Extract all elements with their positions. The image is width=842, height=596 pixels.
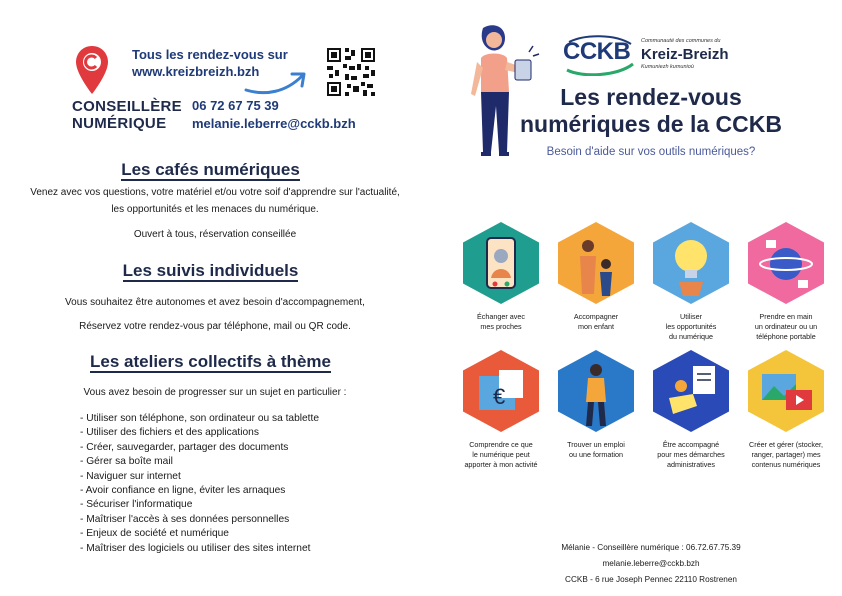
cafes-text: Venez avec vos questions, votre matériel et/ou votre soif d'apprendre sur l'actualité, les opportunités et les menaces du numérique. — [30, 187, 400, 215]
list-item: - Naviguer sur internet — [80, 470, 400, 484]
tile-label: Prendre en main un ordinateur ou un téléphone portable — [754, 312, 818, 341]
arrow-icon — [242, 66, 312, 96]
contact-header — [72, 44, 392, 139]
tile-label: Créer et gérer (stocker, ranger, partager) mes contenus numériques — [749, 440, 823, 469]
media-content-icon — [748, 350, 824, 432]
ateliers-title — [0, 352, 421, 372]
ateliers-intro: Vous avez besoin de progresser sur un sujet en particulier : — [83, 387, 347, 398]
tile-label: Échanger avec mes proches — [477, 312, 525, 331]
list-item: - Utiliser des fichiers et des applications — [80, 426, 400, 440]
title-line: CONSEILLÈRE — [72, 98, 182, 115]
tile-accompagner[interactable] — [550, 222, 642, 332]
title-line: numériques de la CCKB — [520, 111, 782, 137]
website-link[interactable]: www.kreizbreizh.bzh — [132, 64, 260, 79]
phone-number[interactable]: 06 72 67 75 39 — [192, 98, 279, 113]
logo-breton: Kumuniezh kumunioù — [641, 64, 694, 70]
logo-brand: Kreiz-Breizh — [641, 46, 729, 63]
footer-address: CCKB - 6 rue Joseph Pennec 22110 Rostrenen — [565, 575, 737, 584]
cover-title — [501, 84, 801, 138]
euro-puzzle-icon — [463, 350, 539, 432]
footer-line: Mélanie - Conseillère numérique : 06.72.67.75.39 — [561, 543, 741, 552]
cckb-logo — [563, 34, 753, 78]
list-item: - Maîtriser l'accès à ses données personnelles — [80, 513, 400, 527]
cover-subtitle: Besoin d'aide sur vos outils numériques? — [546, 146, 756, 158]
right-page — [421, 0, 842, 596]
tile-label: Utiliser les opportunités du numérique — [665, 312, 717, 341]
lightbulb-icon — [653, 222, 729, 304]
tile-contenus[interactable] — [740, 350, 832, 470]
qr-code-icon[interactable] — [325, 46, 377, 98]
documents-icon — [653, 350, 729, 432]
cafes-note: Ouvert à tous, réservation conseillée — [133, 229, 297, 240]
section-heading: Les ateliers collectifs à thème — [90, 352, 331, 371]
svg-text:€: € — [493, 384, 506, 409]
email-link[interactable]: melanie.leberre@cckb.bzh — [192, 116, 356, 131]
title-line: NUMÉRIQUE — [72, 115, 167, 132]
tile-demarches[interactable] — [645, 350, 737, 470]
tile-comprendre[interactable] — [455, 350, 547, 470]
cafes-title — [0, 160, 421, 180]
tile-opportunites[interactable] — [645, 222, 737, 342]
suivis-title — [0, 261, 421, 281]
footer-email[interactable]: melanie.leberre@cckb.bzh — [602, 559, 700, 568]
tile-emploi[interactable] — [550, 350, 642, 460]
list-item: - Créer, sauvegarder, partager des documents — [80, 441, 400, 455]
section-heading: Les suivis individuels — [122, 261, 299, 280]
ateliers-list — [80, 412, 400, 556]
globe-devices-icon — [748, 222, 824, 304]
list-item: - Avoir confiance en ligne, éviter les arnaques — [80, 484, 400, 498]
list-item: - Sécuriser l'informatique — [80, 498, 400, 512]
tile-label: Accompagner mon enfant — [573, 312, 619, 331]
parent-child-icon — [558, 222, 634, 304]
list-item: - Gérer sa boîte mail — [80, 455, 400, 469]
tile-label: Comprendre ce que le numérique peut apporter à mon activité — [464, 440, 538, 469]
list-item: - Maîtriser des logiciels ou utiliser des sites internet — [80, 542, 400, 556]
tile-label: Trouver un emploi ou une formation — [567, 440, 625, 459]
section-heading: Les cafés numériques — [121, 160, 300, 179]
footer-contact — [501, 540, 801, 588]
map-pin-icon — [74, 44, 110, 96]
tagline-line: Tous les rendez-vous sur — [132, 47, 288, 62]
suivis-text: Vous souhaitez être autonomes et avez besoin d'accompagnement, — [65, 297, 365, 308]
logo-name: CCKB — [563, 38, 631, 65]
tile-echanger[interactable] — [455, 222, 547, 332]
tile-prendre-en-main[interactable] — [740, 222, 832, 342]
video-call-icon — [463, 222, 539, 304]
logo-community: Communauté des communes du — [641, 38, 721, 44]
conseillere-title — [72, 98, 182, 132]
job-seeker-icon — [558, 350, 634, 432]
suivis-note: Réservez votre rendez-vous par téléphone, mail ou QR code. — [79, 321, 351, 332]
tile-label: Être accompagné pour mes démarches administratives — [657, 440, 725, 469]
list-item: - Utiliser son téléphone, son ordinateur ou sa tablette — [80, 412, 400, 426]
list-item: - Enjeux de société et numérique — [80, 527, 400, 541]
title-line: Les rendez-vous — [560, 84, 742, 110]
